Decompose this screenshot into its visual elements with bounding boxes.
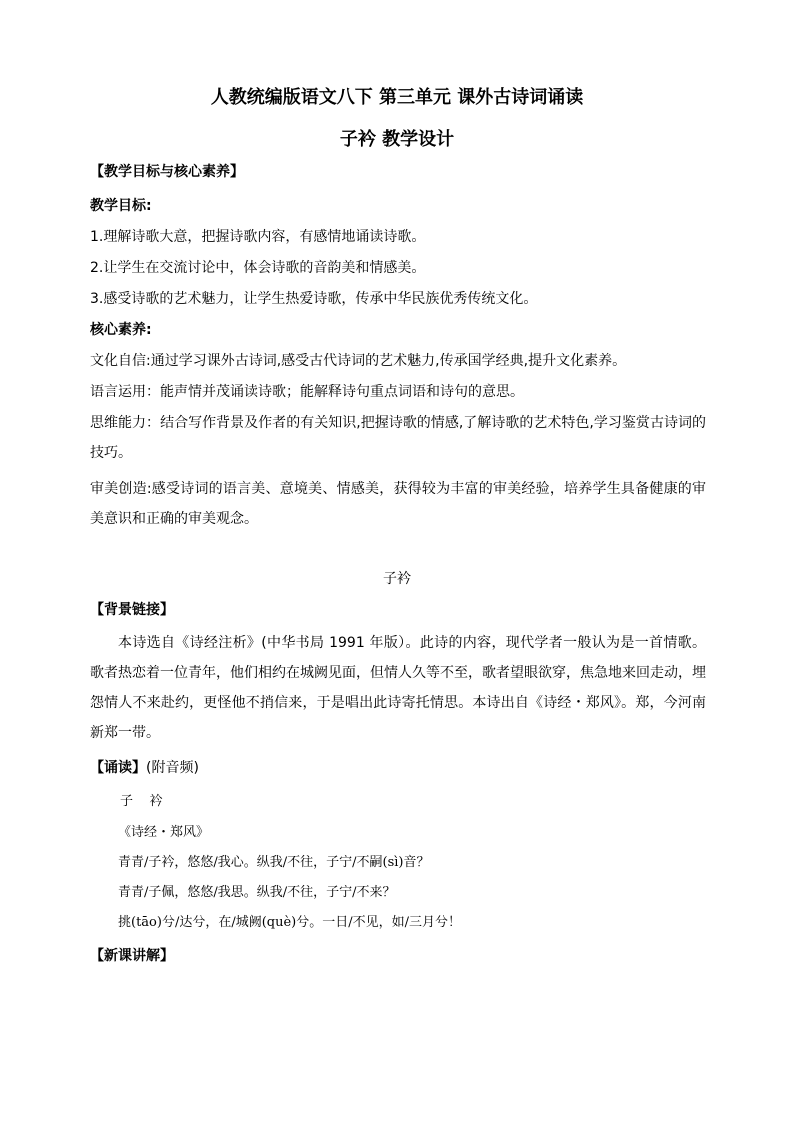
- core-culture: 文化自信:通过学习课外古诗词,感受古代诗词的艺术魅力,传承国学经典,提升文化素养。: [90, 353, 627, 369]
- core-label: 核心素养:: [90, 322, 152, 338]
- core-thinking: 思维能力：结合写作背景及作者的有关知识,把握诗歌的情感,了解诗歌的艺术特色,学习鉴赏古诗词的技巧。: [90, 415, 706, 461]
- goal-item-1: 1.理解诗歌大意，把握诗歌内容，有感情地诵读诗歌。: [90, 229, 426, 245]
- poem-line-1: 青青/子衿，悠悠/我心。纵我/不往，子宁/不嗣(sì)音？: [118, 855, 430, 870]
- poem-title: 子衿: [383, 571, 411, 587]
- core-aesthetic: 审美创造:感受诗词的语言美、意境美、情感美，获得较为丰富的审美经验，培养学生具备健康的审美意识和正确的审美观念。: [90, 481, 706, 527]
- recite-poem-title: 子 衿: [120, 794, 163, 809]
- core-language: 语言运用：能声情并茂诵读诗歌；能解释诗句重点词语和诗句的意思。: [90, 384, 524, 400]
- new-lesson-heading: 【新课讲解】: [90, 948, 174, 964]
- goals-label: 教学目标:: [90, 198, 152, 214]
- background-text: 本诗选自《诗经注析》(中华书局 1991 年版）。此诗的内容，现代学者一般认为是一首情歌。歌者热恋着一位青年，他们相约在城阙见面，但情人久等不至，歌者望眼欲穿，焦急地来回走动，埋怨情人不来赴约，更怪他不捎信来，于是唱出此诗寄托情思。本诗出自《诗经・郑风》。郑，今河南新郑一带。: [90, 635, 706, 741]
- recite-source: 《诗经・郑风》: [118, 825, 210, 840]
- goals-heading: 【教学目标与核心素养】: [90, 164, 244, 180]
- goal-item-3: 3.感受诗歌的艺术魅力，让学生热爱诗歌，传承中华民族优秀传统文化。: [90, 291, 538, 307]
- background-heading: 【背景链接】: [90, 602, 174, 618]
- poem-line-3: 挑(tāo)兮/达兮，在/城阙(què)兮。一日/不见，如/三月兮！: [118, 915, 461, 930]
- document-title: 人教统编版语文八下 第三单元 课外古诗词诵读: [210, 87, 584, 108]
- audio-note[interactable]: (附音频): [146, 760, 199, 776]
- goal-item-2: 2.让学生在交流讨论中，体会诗歌的音韵美和情感美。: [90, 260, 426, 276]
- document-subtitle: 子衿 教学设计: [339, 129, 455, 150]
- recite-heading-row: [90, 758, 199, 778]
- poem-line-2: 青青/子佩，悠悠/我思。纵我/不往，子宁/不来？: [118, 885, 396, 900]
- recite-heading: 【诵读】: [90, 760, 146, 776]
